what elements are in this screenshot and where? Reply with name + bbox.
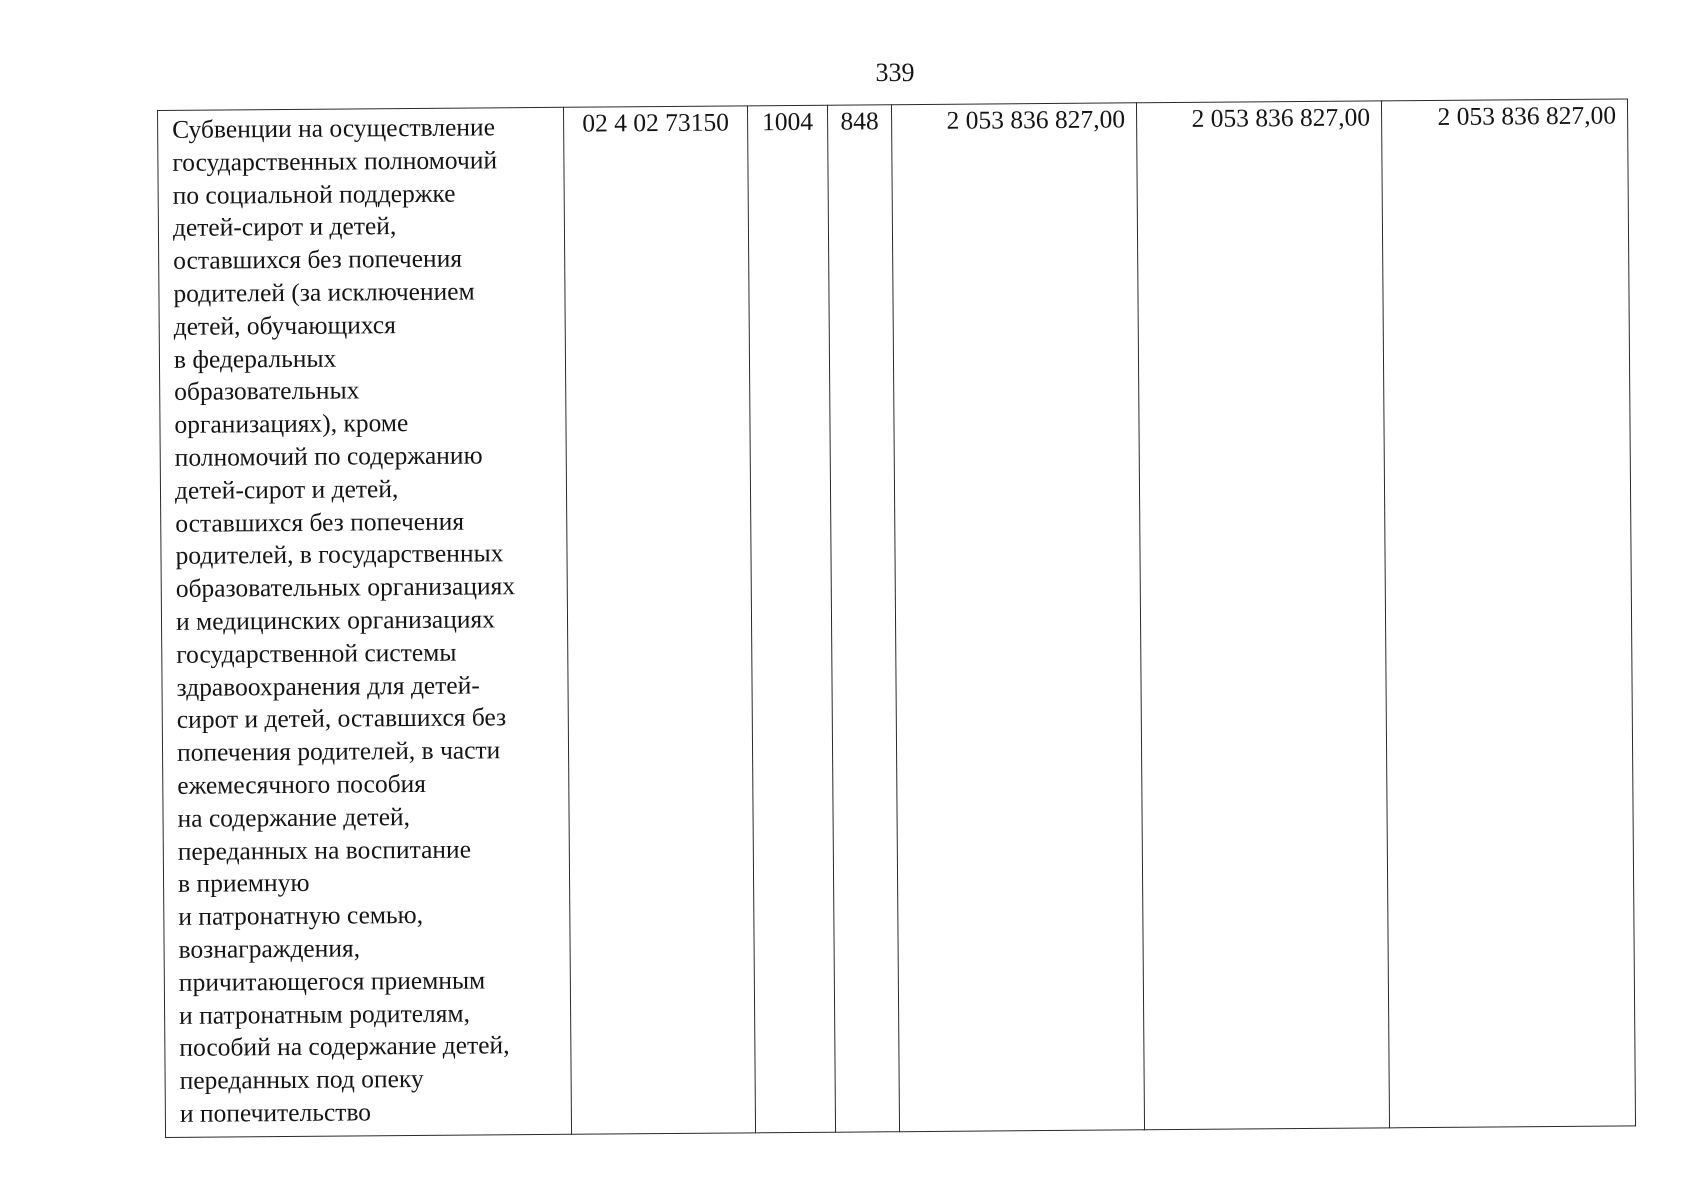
description-line: сирот и детей, оставшихся без — [176, 702, 507, 735]
description-line: попечения родителей, в части — [176, 735, 501, 768]
description-line: и медицинских организациях — [175, 604, 496, 636]
section-code-cell: 1004 — [747, 105, 835, 1133]
description-line: на содержание детей, — [177, 801, 411, 833]
description-line: в приемную — [177, 868, 310, 899]
description-line: и попечительство — [179, 1097, 372, 1128]
description-line: в федеральных — [173, 343, 337, 374]
description-line: Субвенции на осуществление — [172, 112, 496, 144]
description-line: и патронатным родителям, — [178, 998, 471, 1030]
description-line: по социальной поддержке — [172, 178, 456, 210]
description-line: полномочий по содержанию — [174, 440, 483, 472]
description-line: родителей, в государственных — [175, 538, 504, 571]
table-row — [158, 99, 1636, 1138]
description-line: переданных под опеку — [179, 1064, 424, 1095]
description-line: детей-сирот и детей, — [174, 473, 399, 505]
description-line: пособий на содержание детей, — [179, 1030, 510, 1063]
description-line: государственной системы — [176, 637, 457, 669]
description-line: вознаграждения, — [178, 933, 361, 964]
description-line: и патронатную семью, — [178, 900, 424, 931]
description-line: причитающегося приемным — [178, 965, 486, 997]
target-code-cell: 02 4 02 73150 — [563, 106, 755, 1134]
description-line: оставшихся без попечения — [173, 243, 463, 276]
description-line: детей, обучающихся — [173, 309, 397, 341]
description-cell — [158, 107, 572, 1137]
description-line: оставшихся без попечения — [175, 506, 465, 538]
description-line: организациях), кроме — [174, 408, 409, 440]
description-line: образовательных — [174, 375, 360, 407]
amount-cell-2: 2 053 836 827,00 — [1136, 101, 1389, 1130]
page-number: 339 — [875, 58, 915, 87]
budget-table — [157, 98, 1636, 1138]
expense-type-cell: 848 — [827, 105, 899, 1132]
description-line: образовательных организациях — [175, 571, 516, 604]
description-line: ежемесячного пособия — [177, 768, 427, 800]
description-line: здравоохранения для детей- — [176, 670, 480, 702]
amount-cell-1: 2 053 836 827,00 — [891, 103, 1144, 1132]
amount-cell-3: 2 053 836 827,00 — [1381, 99, 1635, 1128]
description-line: родителей (за исключением — [173, 276, 475, 308]
description-line: переданных на воспитание — [177, 834, 472, 866]
description-line: детей-сирот и детей, — [172, 211, 397, 243]
description-line: государственных полномочий — [172, 145, 498, 177]
